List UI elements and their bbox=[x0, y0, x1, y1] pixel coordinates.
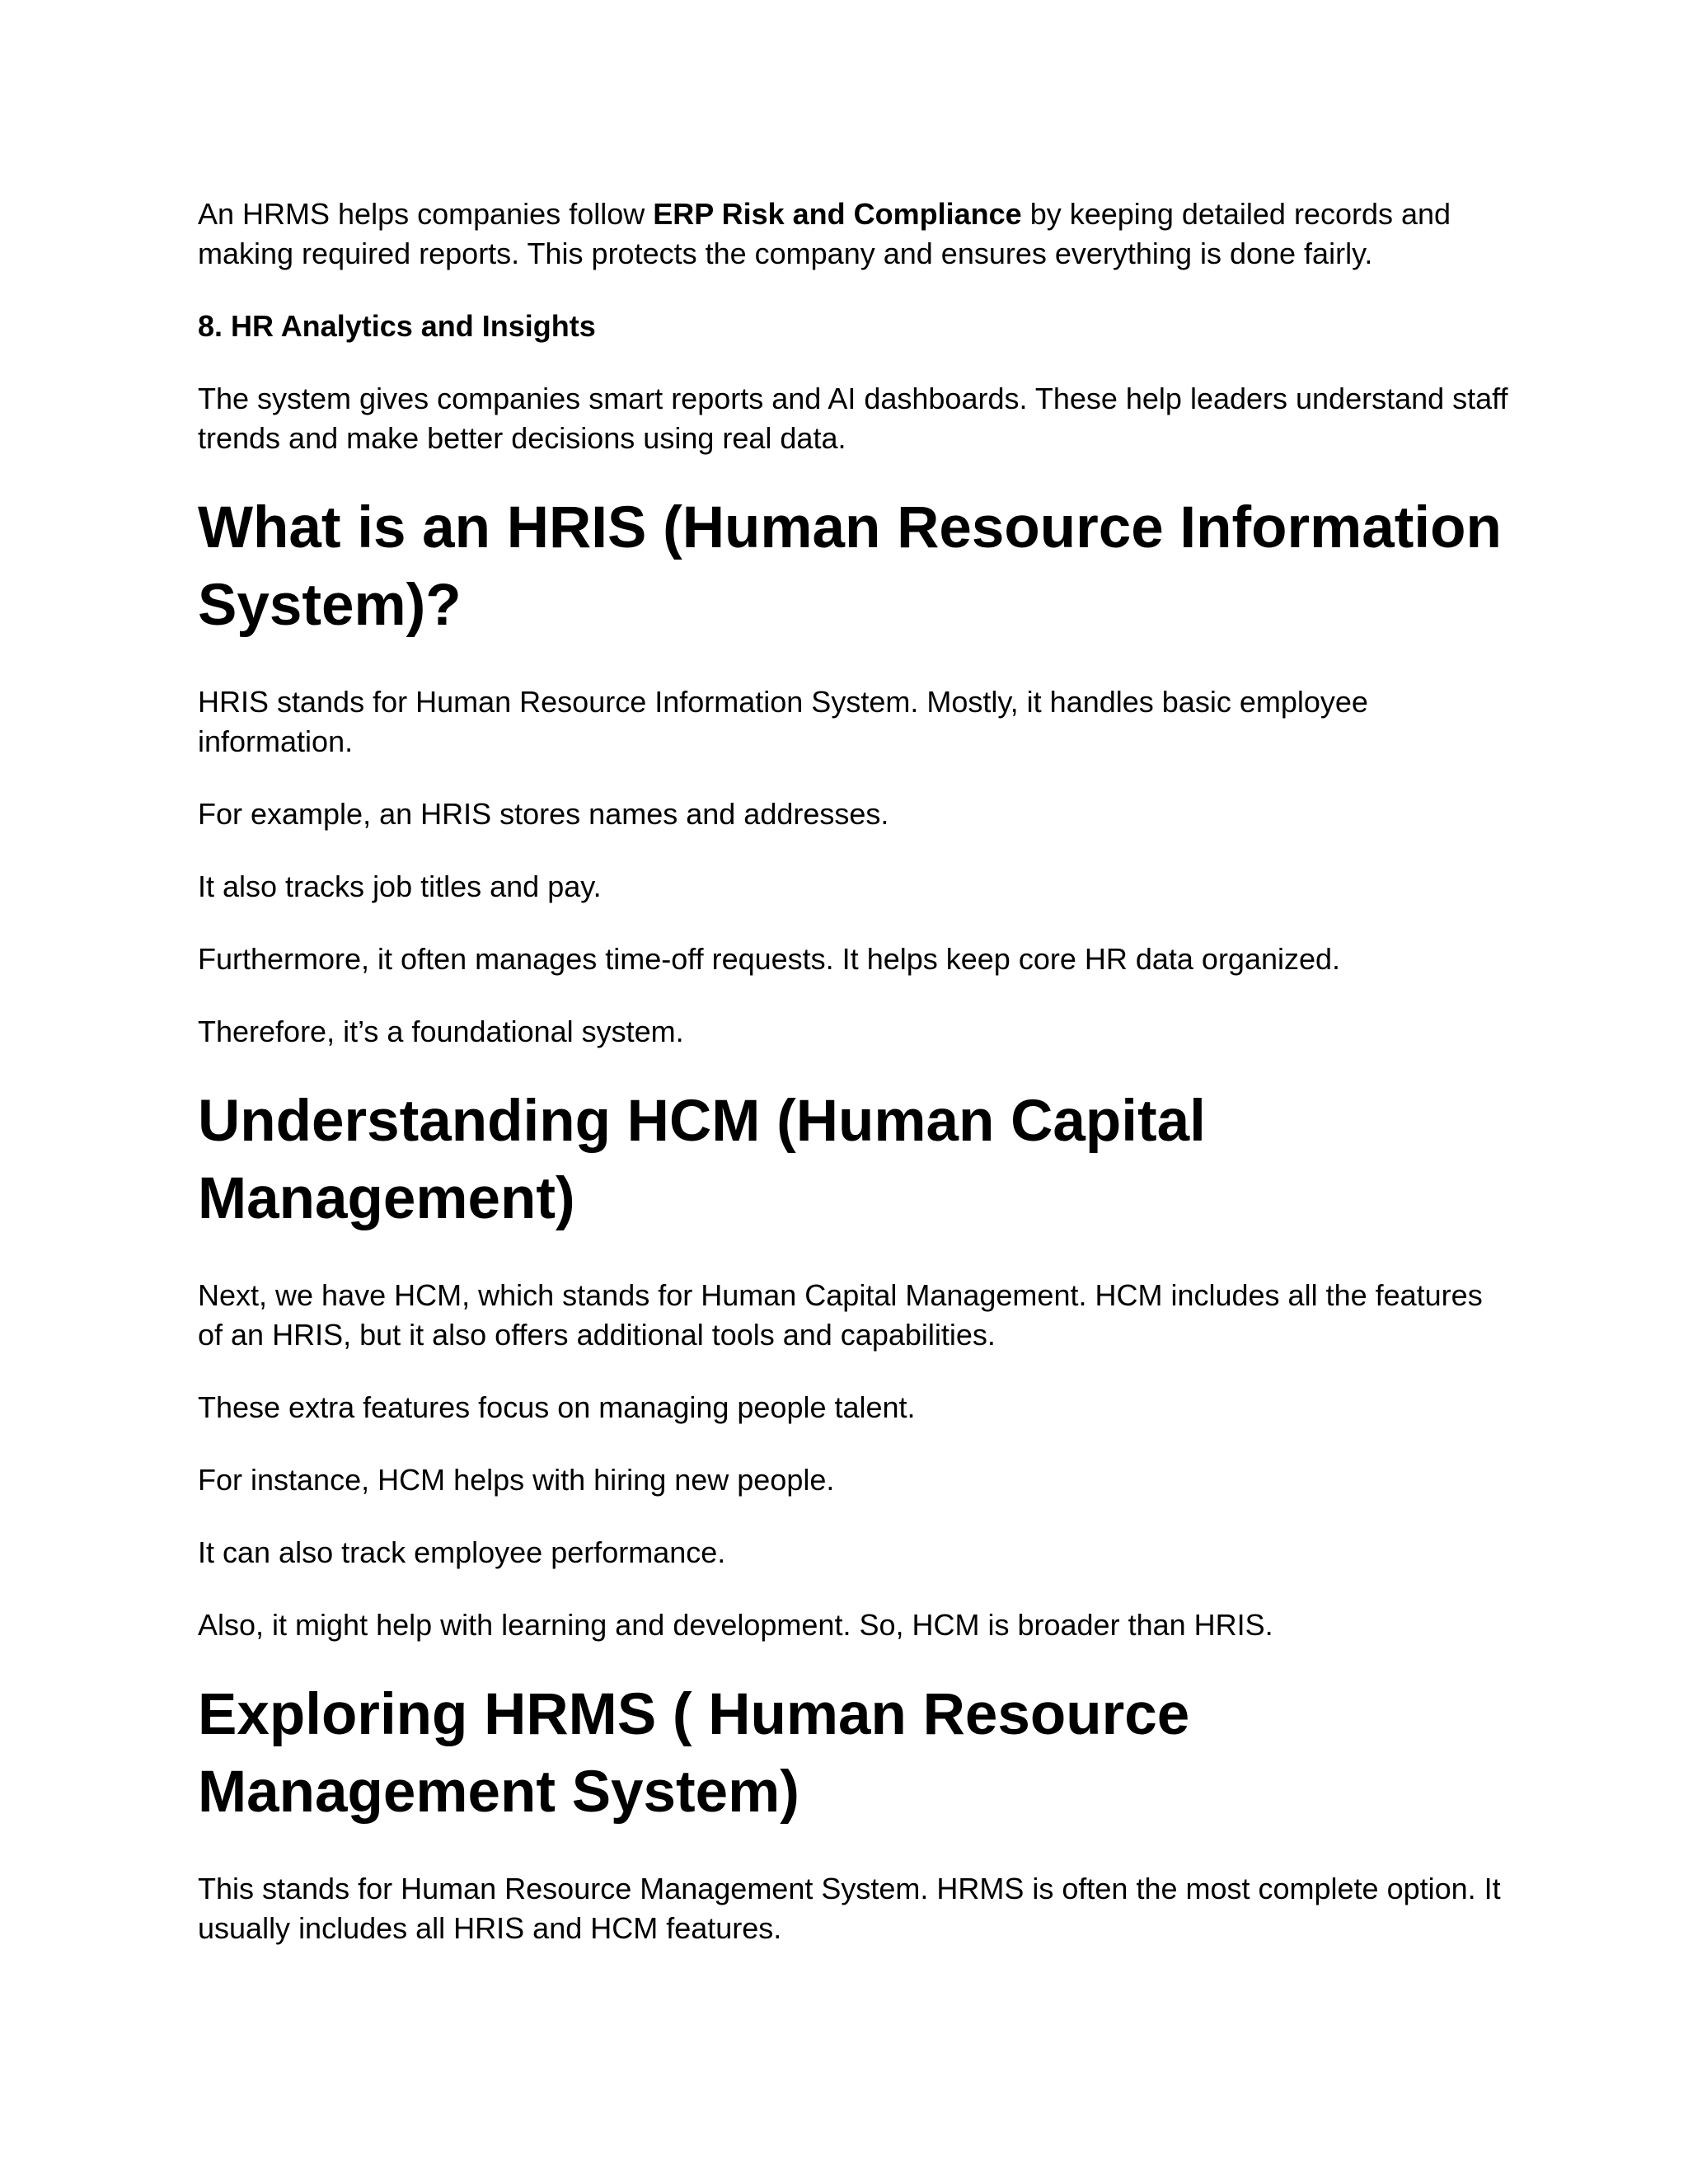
hcm-paragraph: These extra features focus on managing people talent. bbox=[198, 1390, 916, 1424]
compliance-paragraph bbox=[198, 194, 1508, 274]
analytics-subheading: 8. HR Analytics and Insights bbox=[198, 309, 596, 343]
compliance-text-before: An HRMS helps companies follow bbox=[198, 197, 654, 231]
hris-paragraph: Therefore, it’s a foundational system. bbox=[198, 1015, 684, 1048]
compliance-text-after: by keeping detailed records and making required reports. This protects the company and ensures everything is done fairly. bbox=[198, 197, 1451, 270]
hris-paragraph: HRIS stands for Human Resource Information System. Mostly, it handles basic employee information. bbox=[198, 685, 1368, 758]
hcm-paragraph: It can also track employee performance. bbox=[198, 1535, 726, 1569]
hris-paragraph: It also tracks job titles and pay. bbox=[198, 869, 602, 903]
document-page bbox=[198, 194, 1508, 1948]
hrms-paragraph: This stands for Human Resource Management System. HRMS is often the most complete option. It usually includes all HRIS and HCM features. bbox=[198, 1872, 1501, 1945]
hcm-paragraph: For instance, HCM helps with hiring new people. bbox=[198, 1463, 835, 1497]
analytics-paragraph: The system gives companies smart reports and AI dashboards. These help leaders understand staff trends and make better decisions using real data. bbox=[198, 382, 1508, 455]
hcm-paragraph: Also, it might help with learning and development. So, HCM is broader than HRIS. bbox=[198, 1608, 1273, 1642]
hcm-paragraph: Next, we have HCM, which stands for Human Capital Management. HCM includes all the features of an HRIS, but it also offers additional tools and capabilities. bbox=[198, 1278, 1483, 1352]
hrms-heading: Exploring HRMS ( Human Resource Management System) bbox=[198, 1682, 1190, 1825]
compliance-bold-term: ERP Risk and Compliance bbox=[653, 197, 1022, 231]
hris-paragraph: Furthermore, it often manages time-off requests. It helps keep core HR data organized. bbox=[198, 942, 1341, 976]
hris-paragraph: For example, an HRIS stores names and addresses. bbox=[198, 797, 889, 831]
hcm-heading: Understanding HCM (Human Capital Management) bbox=[198, 1089, 1206, 1231]
hris-heading: What is an HRIS (Human Resource Information System)? bbox=[198, 495, 1502, 638]
